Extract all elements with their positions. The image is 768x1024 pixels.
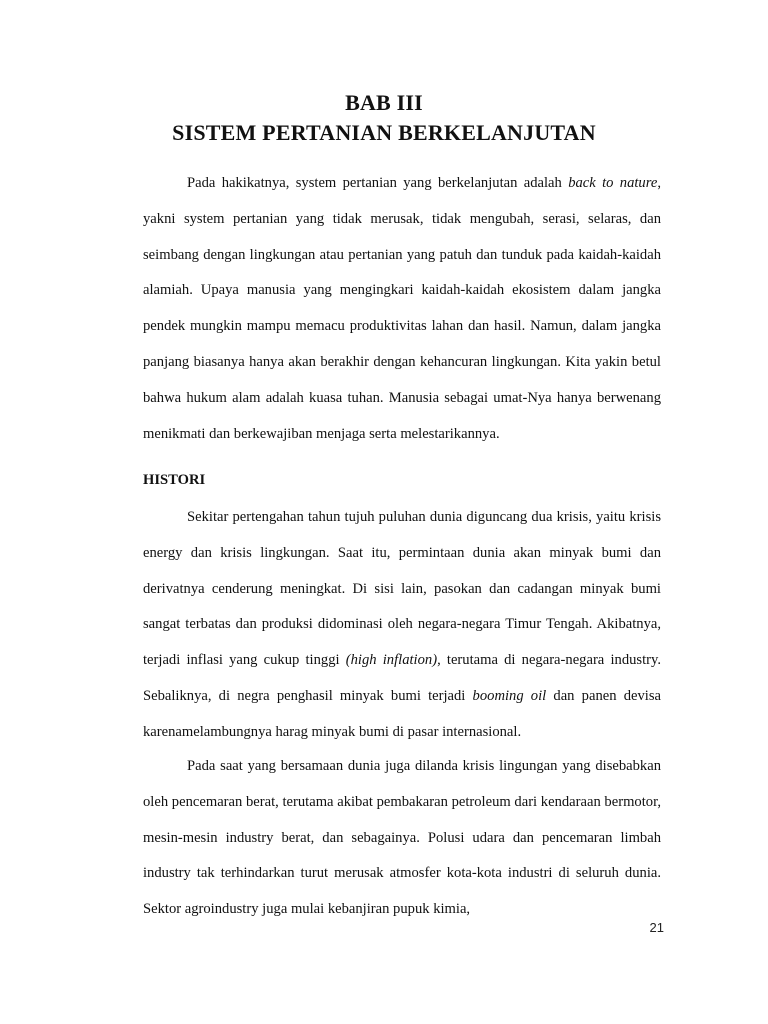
histori-paragraph-2 <box>143 749 661 928</box>
histori-p1-italic-high-inflation: (high inflation) <box>345 652 438 669</box>
histori-p2-text-1: Pada saat yang bersamaan dunia juga dilanda krisis lingungan yang disebabkan oleh pencemaran berat, terutama akibat pembakaran petroleum dari kendaraan bermotor, mesin-mesin industry berat, dan sebagainya. Polusi udara dan pencemaran limbah industry tak terhindarkan turut merusak atmosfer kota-kota industri di seluruh dunia. Sektor agroindustry juga mulai kebanjiran pupuk kimia, <box>143 758 661 918</box>
intro-italic-back-to-nature: back to nature <box>568 175 658 191</box>
chapter-title: SISTEM PERTANIAN BERKELANJUTAN <box>172 120 596 145</box>
intro-text-2: , yakni system pertanian yang tidak merusak, tidak mengubah, serasi, selaras, dan seimbang dengan lingkungan atau pertanian yang patuh dan tunduk pada kaidah-kaidah alamiah. Upaya manusia yang mengingkari kaidah-kaidah ekosistem dalam jangka pendek mungkin mampu memacu produktivitas lahan dan hasil. Namun, dalam jangka panjang biasanya hanya akan berakhir dengan kehancuran lingkungan. Kita yakin betul bahwa hukum alam adalah kuasa tuhan. Manusia sebagai umat-Nya hanya berwenang menikmati dan berkewajiban menjaga serta melestarikannya. <box>143 175 662 442</box>
chapter-number: BAB III <box>345 90 423 115</box>
histori-paragraph-1-block <box>143 500 661 751</box>
section-heading-histori: HISTORI <box>143 472 206 488</box>
histori-p1-italic-booming-oil: booming oil <box>472 687 547 704</box>
histori-p1-text-3: dan panen devisa karenamelambungnya harag minyak bumi di pasar internasional. <box>143 687 661 740</box>
histori-p1-text-2: , terutama di negara-negara industry. Sebaliknya, di negra penghasil minyak bumi terjadi <box>143 652 661 704</box>
page-number: 21 <box>649 920 664 935</box>
histori-p1-text-1: Sekitar pertengahan tahun tujuh puluhan dunia diguncang dua krisis, yaitu krisis energy dan krisis lingkungan. Saat itu, permintaan dunia akan minyak bumi dan derivatnya cenderung meningkat. Di sisi lain, pasokan dan cadangan minyak bumi sangat terbatas dan produksi didominasi oleh negara-negara Timur Tengah. Akibatnya, terjadi inflasi yang cukup tinggi <box>143 509 661 669</box>
chapter-heading <box>0 88 768 148</box>
histori-paragraph-2-block <box>143 749 661 928</box>
intro-paragraph <box>143 166 661 452</box>
intro-paragraph-block <box>143 166 661 452</box>
intro-text-1: Pada hakikatnya, system pertanian yang berkelanjutan adalah <box>187 175 569 191</box>
histori-paragraph-1 <box>143 500 661 751</box>
